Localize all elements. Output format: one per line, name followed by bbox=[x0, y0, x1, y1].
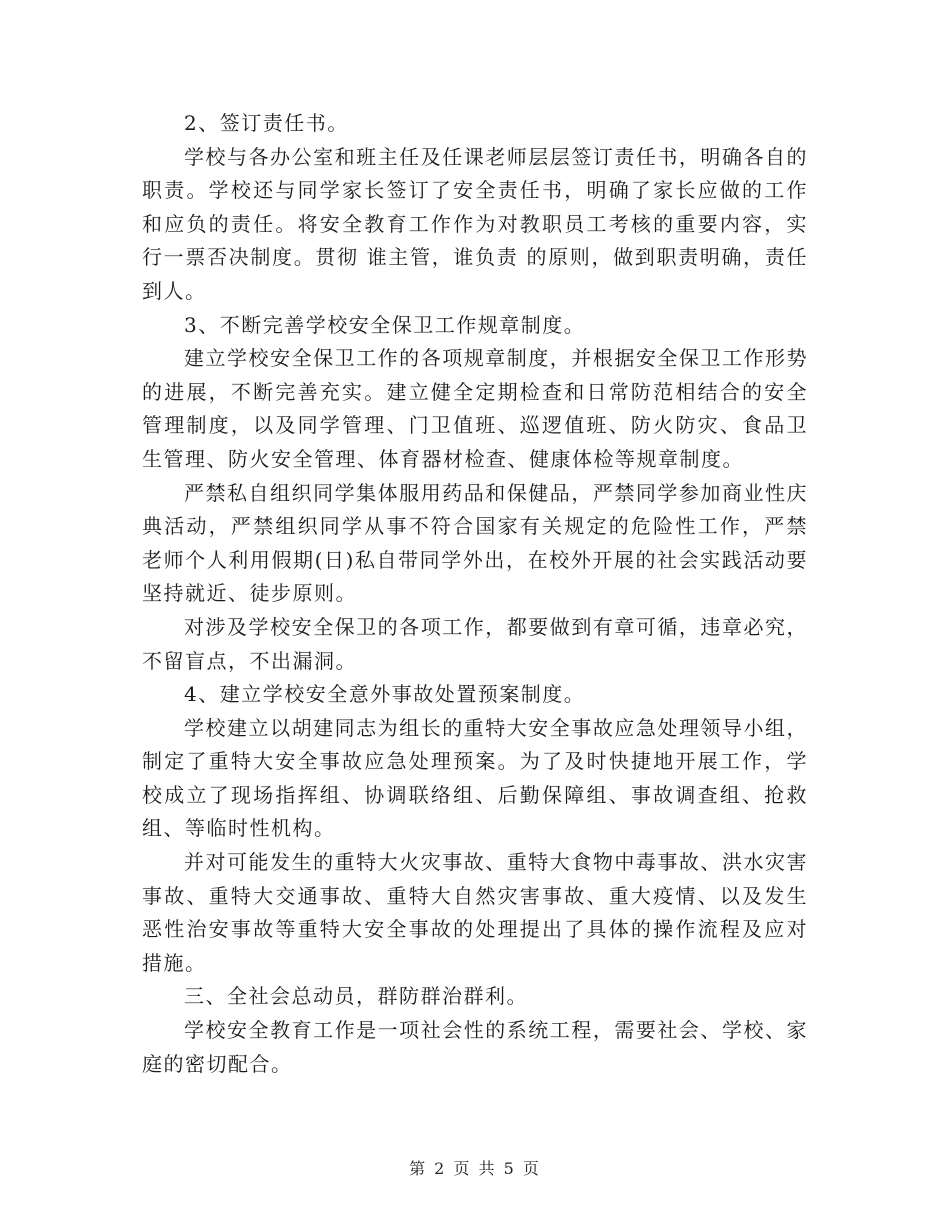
body-paragraph: 严禁私自组织同学集体服用药品和保健品，严禁同学参加商业性庆典活动，严禁组织同学从事不符合国家有关规定的危险性工作，严禁老师个人利用假期(日)私自带同学外出，在校外开展的社会实践活动要坚持就近、徒步原则。 bbox=[142, 480, 808, 606]
document-body bbox=[142, 107, 808, 1081]
body-paragraph: 学校建立以胡建同志为组长的重特大安全事故应急处理领导小组，制定了重特大安全事故应急处理预案。为了及时快捷地开展工作，学校成立了现场指挥组、协调联络组、后勤保障组、事故调查组、抢救组、等临时性机构。 bbox=[142, 715, 808, 841]
body-paragraph: 并对可能发生的重特大火灾事故、重特大食物中毒事故、洪水灾害事故、重特大交通事故、重特大自然灾害事故、重大疫情、以及发生恶性治安事故等重特大安全事故的处理提出了具体的操作流程及应对措施。 bbox=[142, 850, 808, 975]
section-heading-three: 三、全社会总动员，群防群治群利。 bbox=[184, 984, 528, 1009]
section-heading-2: 2、签订责任书。 bbox=[184, 111, 349, 135]
section-heading-4: 4、建立学校安全意外事故处置预案制度。 bbox=[184, 682, 586, 707]
section-heading-3: 3、不断完善学校安全保卫工作规章制度。 bbox=[184, 312, 586, 337]
body-paragraph: 学校与各办公室和班主任及任课老师层层签订责任书，明确各自的职责。学校还与同学家长签订了安全责任书，明确了家长应做的工作和应负的责任。将安全教育工作作为对教职员工考核的重要内容，实行一票否决制度。贯彻 谁主管，谁负责 的原则，做到职责明确，责任到人。 bbox=[142, 144, 808, 303]
body-paragraph: 学校安全教育工作是一项社会性的系统工程，需要社会、学校、家庭的密切配合。 bbox=[142, 1018, 808, 1076]
body-paragraph: 对涉及学校安全保卫的各项工作，都要做到有章可循，违章必究，不留盲点，不出漏洞。 bbox=[142, 614, 808, 673]
body-paragraph: 建立学校安全保卫工作的各项规章制度，并根据安全保卫工作形势的进展，不断完善充实。建立健全定期检查和日常防范相结合的安全管理制度，以及同学管理、门卫值班、巡逻值班、防火防灾、食品卫生管理、防火安全管理、体育器材检查、健康体检等规章制度。 bbox=[142, 346, 808, 471]
page-number-footer: 第 2 页 共 5 页 bbox=[409, 1159, 541, 1178]
